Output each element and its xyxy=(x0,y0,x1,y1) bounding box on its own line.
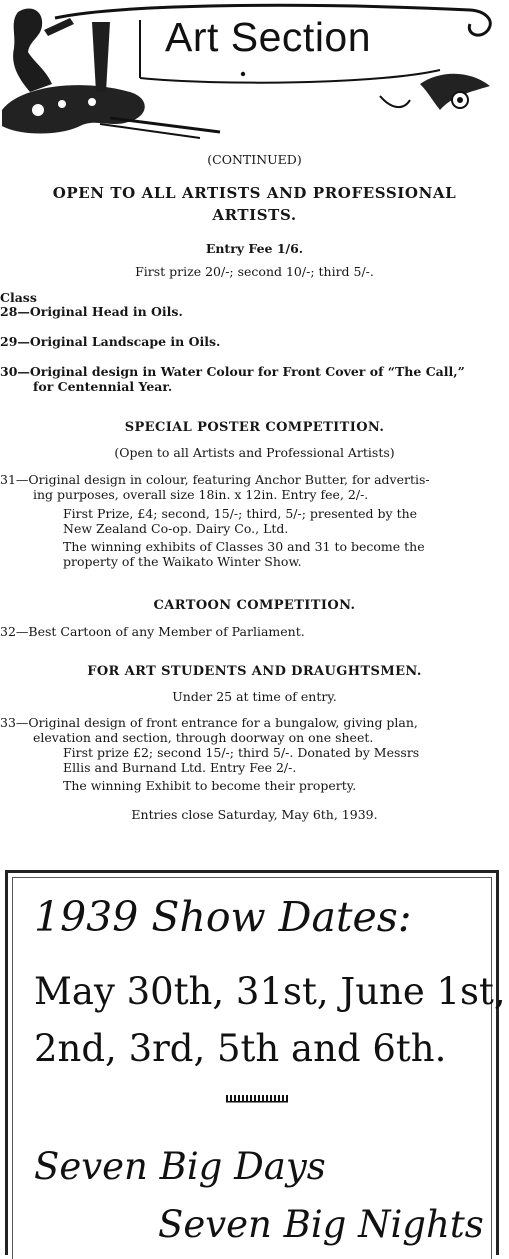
students-prizes-line2: Ellis and Burnand Ltd. Entry Fee 2/-. xyxy=(63,759,297,775)
cartoon-heading: CARTOON COMPETITION. xyxy=(153,598,356,613)
class-30-line2: for Centennial Year. xyxy=(33,378,173,394)
advert-dates-line2: 2nd, 3rd, 5th and 6th. xyxy=(34,1027,447,1070)
class-30-line1: 30—Original design in Water Colour for Front Cover of “The Call,” xyxy=(0,364,465,379)
class-30 xyxy=(0,365,509,394)
open-heading-line2: ARTISTS. xyxy=(212,206,297,224)
class-28: 28—Original Head in Oils. xyxy=(0,304,183,319)
advert-tagline-days: Seven Big Days xyxy=(34,1145,326,1188)
continued-label: (CONTINUED) xyxy=(207,152,302,167)
banner-title: Art Section xyxy=(165,14,372,60)
class-33-line2: elevation and section, through doorway on one sheet. xyxy=(33,729,374,745)
open-prizes: First prize 20/-; second 10/-; third 5/-. xyxy=(135,264,374,279)
poster-note-line1: The winning exhibits of Classes 30 and 31 to become the xyxy=(63,539,425,554)
class-31 xyxy=(0,473,509,502)
open-heading-line1: OPEN TO ALL ARTISTS AND PROFESSIONAL xyxy=(52,184,457,202)
poster-note xyxy=(63,540,509,569)
poster-note-line2: property of the Waikato Winter Show. xyxy=(63,553,302,569)
poster-heading: SPECIAL POSTER COMPETITION. xyxy=(124,420,385,435)
advert-title: 1939 Show Dates: xyxy=(34,893,412,941)
poster-prizes-line1: First Prize, £4; second, 15/-; third, 5/-; presented by the xyxy=(63,506,418,521)
open-entry-fee: Entry Fee 1/6. xyxy=(205,241,304,256)
class-33-line1: 33—Original design of front entrance for a bungalow, giving plan, xyxy=(0,715,418,730)
class-29: 29—Original Landscape in Oils. xyxy=(0,334,221,349)
class-label: Class xyxy=(0,290,37,305)
students-prizes xyxy=(63,746,509,775)
class-31-line2: ing purposes, overall size 18in. x 12in. Entry fee, 2/-. xyxy=(33,486,369,502)
poster-subheading: (Open to all Artists and Professional Artists) xyxy=(114,445,395,460)
students-prizes-line1: First prize £2; second 15/-; third 5/-. Donated by Messrs xyxy=(63,745,420,760)
class-31-line1: 31—Original design in colour, featuring Anchor Butter, for advertis- xyxy=(0,472,430,487)
entries-close: Entries close Saturday, May 6th, 1939. xyxy=(131,807,378,822)
poster-prizes-line2: New Zealand Co-op. Dairy Co., Ltd. xyxy=(63,520,289,536)
art-section-banner xyxy=(0,0,509,140)
advert-dates-line1: May 30th, 31st, June 1st, xyxy=(34,970,506,1013)
class-33 xyxy=(0,716,509,745)
students-subheading: Under 25 at time of entry. xyxy=(172,689,337,704)
students-heading: FOR ART STUDENTS AND DRAUGHTSMEN. xyxy=(87,664,422,679)
ornament-divider xyxy=(226,1093,290,1103)
poster-prizes xyxy=(63,507,509,536)
advert-tagline-nights: Seven Big Nights xyxy=(158,1203,484,1246)
students-note: The winning Exhibit to become their property. xyxy=(63,778,357,793)
class-32: 32—Best Cartoon of any Member of Parliament. xyxy=(0,624,305,639)
